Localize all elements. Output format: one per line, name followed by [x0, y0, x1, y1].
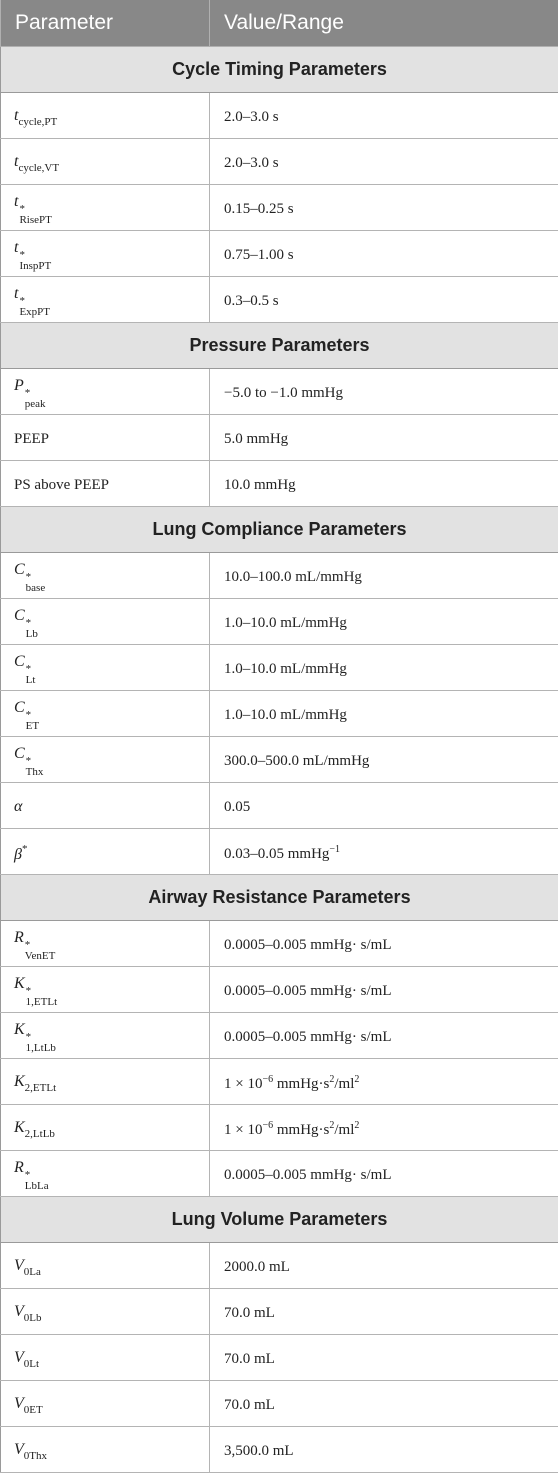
value-cell	[210, 184, 558, 230]
parameter-cell	[1, 230, 210, 276]
symbol-subscript: 0Lb	[23, 1311, 42, 1324]
value-cell	[210, 1380, 558, 1426]
symbol-subscript: 0La	[23, 1265, 41, 1278]
parameter-cell	[1, 1150, 210, 1196]
table-row	[1, 92, 558, 138]
parameter-cell	[1, 828, 210, 874]
table-row	[1, 966, 558, 1012]
symbol-subscript: base	[25, 581, 46, 594]
value-superscript: −6	[262, 1073, 274, 1085]
value-cell	[210, 1242, 558, 1288]
symbol-scripts	[26, 986, 57, 1008]
parameter-symbol: t	[14, 152, 19, 170]
parameter-symbol: R	[14, 1158, 24, 1176]
table-row	[1, 920, 558, 966]
table-row	[1, 1242, 558, 1288]
symbol-subscript: InspPT	[19, 259, 52, 272]
value-superscript: 2	[329, 1073, 335, 1085]
symbol-scripts	[26, 1032, 56, 1054]
value-text: /ml	[334, 1121, 355, 1138]
parameter-cell	[1, 1104, 210, 1150]
section-header-row	[1, 322, 558, 368]
symbol-scripts	[26, 572, 46, 594]
value-text: 300.0–500.0 mL/mmHg	[224, 752, 370, 769]
section-header-row	[1, 874, 558, 920]
value-text: 1.0–10.0 mL/mmHg	[224, 706, 347, 723]
table-body	[1, 46, 558, 1472]
symbol-subscript: ExpPT	[19, 305, 51, 318]
parameter-symbol: V	[14, 1302, 24, 1320]
value-cell	[210, 920, 558, 966]
value-cell	[210, 966, 558, 1012]
symbol-scripts	[25, 940, 56, 962]
table-row	[1, 1150, 558, 1196]
value-text: 70.0 mL	[224, 1304, 275, 1321]
symbol-superscript: *	[24, 386, 31, 399]
symbol-subscript: Thx	[25, 765, 44, 778]
parameter-cell	[1, 276, 210, 322]
symbol-superscript: *	[24, 1168, 31, 1181]
value-cell	[210, 1288, 558, 1334]
symbol-superscript: *	[21, 842, 28, 855]
parameter-symbol: V	[14, 1440, 24, 1458]
value-cell	[210, 690, 558, 736]
parameter-cell	[1, 690, 210, 736]
parameter-symbol: t	[14, 284, 19, 302]
parameter-cell	[1, 1058, 210, 1104]
value-cell	[210, 1334, 558, 1380]
symbol-subscript: cycle,VT	[18, 161, 60, 174]
value-text: 10.0 mmHg	[224, 476, 296, 493]
value-text: 0.0005–0.005 mmHg· s/mL	[224, 1028, 392, 1045]
value-text: 0.3–0.5 s	[224, 292, 279, 309]
value-superscript: 2	[354, 1119, 360, 1131]
value-text: 1.0–10.0 mL/mmHg	[224, 660, 347, 677]
parameter-symbol: V	[14, 1394, 24, 1412]
table-row	[1, 690, 558, 736]
value-cell	[210, 1426, 558, 1472]
value-text: 5.0 mmHg	[224, 430, 289, 447]
parameter-cell	[1, 138, 210, 184]
section-title: Lung Compliance Parameters	[1, 506, 558, 552]
parameter-cell	[1, 92, 210, 138]
symbol-scripts	[19, 204, 51, 226]
value-cell	[210, 828, 558, 874]
parameter-symbol: V	[14, 1256, 24, 1274]
table-row	[1, 598, 558, 644]
symbol-superscript: *	[25, 984, 32, 997]
symbol-scripts	[26, 756, 44, 778]
symbol-scripts	[25, 1170, 49, 1192]
symbol-superscript: *	[25, 1030, 32, 1043]
value-text: 2.0–3.0 s	[224, 108, 279, 125]
parameter-symbol: t	[14, 106, 19, 124]
symbol-subscript: 0Lt	[23, 1357, 40, 1370]
parameter-cell	[1, 920, 210, 966]
symbol-subscript: VenET	[24, 949, 56, 962]
parameter-cell	[1, 1288, 210, 1334]
symbol-subscript: cycle,PT	[18, 115, 58, 128]
table-row	[1, 1058, 558, 1104]
value-cell	[210, 598, 558, 644]
table-row	[1, 644, 558, 690]
value-cell	[210, 552, 558, 598]
symbol-superscript: *	[25, 754, 32, 767]
parameter-symbol: R	[14, 928, 24, 946]
symbol-scripts	[26, 664, 36, 686]
parameter-name: PS above PEEP	[14, 476, 110, 493]
parameter-symbol: K	[14, 974, 25, 992]
parameter-symbol: C	[14, 698, 25, 716]
value-cell	[210, 460, 558, 506]
value-cell	[210, 1150, 558, 1196]
value-text: 2000.0 mL	[224, 1258, 290, 1275]
parameter-symbol: K	[14, 1118, 25, 1136]
value-cell	[210, 1012, 558, 1058]
parameter-cell	[1, 414, 210, 460]
parameter-symbol: V	[14, 1348, 24, 1366]
value-text: 3,500.0 mL	[224, 1442, 294, 1459]
value-cell	[210, 644, 558, 690]
value-text: 1 × 10	[224, 1121, 263, 1138]
value-superscript: 2	[354, 1073, 360, 1085]
column-header-value: Value/Range	[210, 0, 558, 46]
value-text: 0.03–0.05 mmHg	[224, 845, 330, 862]
value-cell	[210, 1058, 558, 1104]
symbol-subscript: Lb	[25, 627, 38, 640]
parameter-name: PEEP	[14, 430, 50, 447]
table-row	[1, 460, 558, 506]
value-cell	[210, 368, 558, 414]
value-cell	[210, 736, 558, 782]
table-row	[1, 184, 558, 230]
symbol-superscript: *	[19, 248, 25, 261]
parameter-symbol: α	[14, 798, 23, 815]
symbol-superscript: *	[25, 662, 32, 675]
table-row	[1, 368, 558, 414]
value-cell	[210, 1104, 558, 1150]
symbol-subscript: 2,ETLt	[24, 1081, 57, 1094]
table-row	[1, 782, 558, 828]
value-text: 0.0005–0.005 mmHg· s/mL	[224, 936, 392, 953]
symbol-superscript: *	[25, 616, 32, 629]
table-row	[1, 414, 558, 460]
symbol-subscript: Lt	[25, 673, 36, 686]
table-row	[1, 1104, 558, 1150]
parameter-cell	[1, 966, 210, 1012]
parameter-cell	[1, 460, 210, 506]
symbol-subscript: 0ET	[23, 1403, 43, 1416]
value-text: /ml	[334, 1075, 355, 1092]
value-cell	[210, 414, 558, 460]
value-text: 70.0 mL	[224, 1350, 275, 1367]
section-header-row	[1, 1196, 558, 1242]
parameter-cell	[1, 1012, 210, 1058]
value-text: 70.0 mL	[224, 1396, 275, 1413]
parameter-cell	[1, 368, 210, 414]
section-title: Cycle Timing Parameters	[1, 46, 558, 92]
symbol-superscript: *	[19, 202, 25, 215]
value-cell	[210, 782, 558, 828]
parameter-symbol: C	[14, 560, 25, 578]
parameter-cell	[1, 552, 210, 598]
value-superscript: 2	[329, 1119, 335, 1131]
parameter-cell	[1, 1242, 210, 1288]
value-text: 0.75–1.00 s	[224, 246, 294, 263]
section-title: Airway Resistance Parameters	[1, 874, 558, 920]
parameter-cell	[1, 184, 210, 230]
symbol-subscript: 1,ETLt	[25, 995, 58, 1008]
symbol-scripts	[25, 388, 46, 410]
section-title: Lung Volume Parameters	[1, 1196, 558, 1242]
parameter-cell	[1, 644, 210, 690]
value-superscript: −6	[262, 1119, 274, 1131]
symbol-subscript: 1,LtLb	[25, 1041, 56, 1054]
parameter-symbol: P	[14, 376, 24, 394]
value-superscript: −1	[329, 843, 341, 855]
parameter-cell	[1, 1426, 210, 1472]
value-text: 0.0005–0.005 mmHg· s/mL	[224, 982, 392, 999]
value-text: −5.0 to −1.0 mmHg	[224, 384, 344, 401]
symbol-subscript: 0Thx	[23, 1449, 48, 1462]
value-text: 1.0–10.0 mL/mmHg	[224, 614, 347, 631]
value-text: mmHg·s	[273, 1121, 330, 1138]
symbol-superscript: *	[25, 570, 32, 583]
value-text: 2.0–3.0 s	[224, 154, 279, 171]
value-cell	[210, 276, 558, 322]
table-row	[1, 276, 558, 322]
symbol-scripts	[26, 618, 38, 640]
symbol-subscript: 2,LtLb	[24, 1127, 55, 1140]
section-header-row	[1, 46, 558, 92]
symbol-superscript: *	[19, 294, 25, 307]
parameter-symbol: β	[14, 845, 22, 863]
column-header-parameter: Parameter	[1, 0, 210, 46]
value-text: mmHg·s	[273, 1075, 330, 1092]
parameter-symbol: K	[14, 1020, 25, 1038]
parameter-symbol: t	[14, 238, 19, 256]
table-header-row	[1, 0, 558, 46]
symbol-subscript: LbLa	[24, 1179, 49, 1192]
table-row	[1, 1426, 558, 1472]
value-text: 0.05	[224, 798, 251, 815]
value-cell	[210, 138, 558, 184]
value-text: 1 × 10	[224, 1075, 263, 1092]
parameter-cell	[1, 782, 210, 828]
symbol-subscript: peak	[24, 397, 46, 410]
value-cell	[210, 230, 558, 276]
section-header-row	[1, 506, 558, 552]
symbol-scripts	[19, 250, 51, 272]
value-text: 0.0005–0.005 mmHg· s/mL	[224, 1166, 392, 1183]
parameter-symbol: C	[14, 744, 25, 762]
table-row	[1, 138, 558, 184]
parameter-cell	[1, 736, 210, 782]
parameter-symbol: C	[14, 606, 25, 624]
table-row	[1, 552, 558, 598]
table-row	[1, 1380, 558, 1426]
table-row	[1, 736, 558, 782]
value-text: 10.0–100.0 mL/mmHg	[224, 568, 362, 585]
symbol-superscript: *	[24, 938, 31, 951]
symbol-superscript: *	[25, 708, 32, 721]
value-cell	[210, 92, 558, 138]
table-row	[1, 1012, 558, 1058]
section-title: Pressure Parameters	[1, 322, 558, 368]
parameter-symbol: K	[14, 1072, 25, 1090]
table-row	[1, 1334, 558, 1380]
table-row	[1, 230, 558, 276]
parameter-symbol: C	[14, 652, 25, 670]
table-row	[1, 1288, 558, 1334]
symbol-subscript: ET	[25, 719, 40, 732]
symbol-subscript: RisePT	[19, 213, 52, 226]
parameter-symbol: t	[14, 192, 19, 210]
value-text: 0.15–0.25 s	[224, 200, 294, 217]
symbol-scripts	[19, 296, 50, 318]
parameter-cell	[1, 1380, 210, 1426]
parameter-cell	[1, 598, 210, 644]
parameter-cell	[1, 1334, 210, 1380]
table-row	[1, 828, 558, 874]
symbol-scripts	[26, 710, 39, 732]
